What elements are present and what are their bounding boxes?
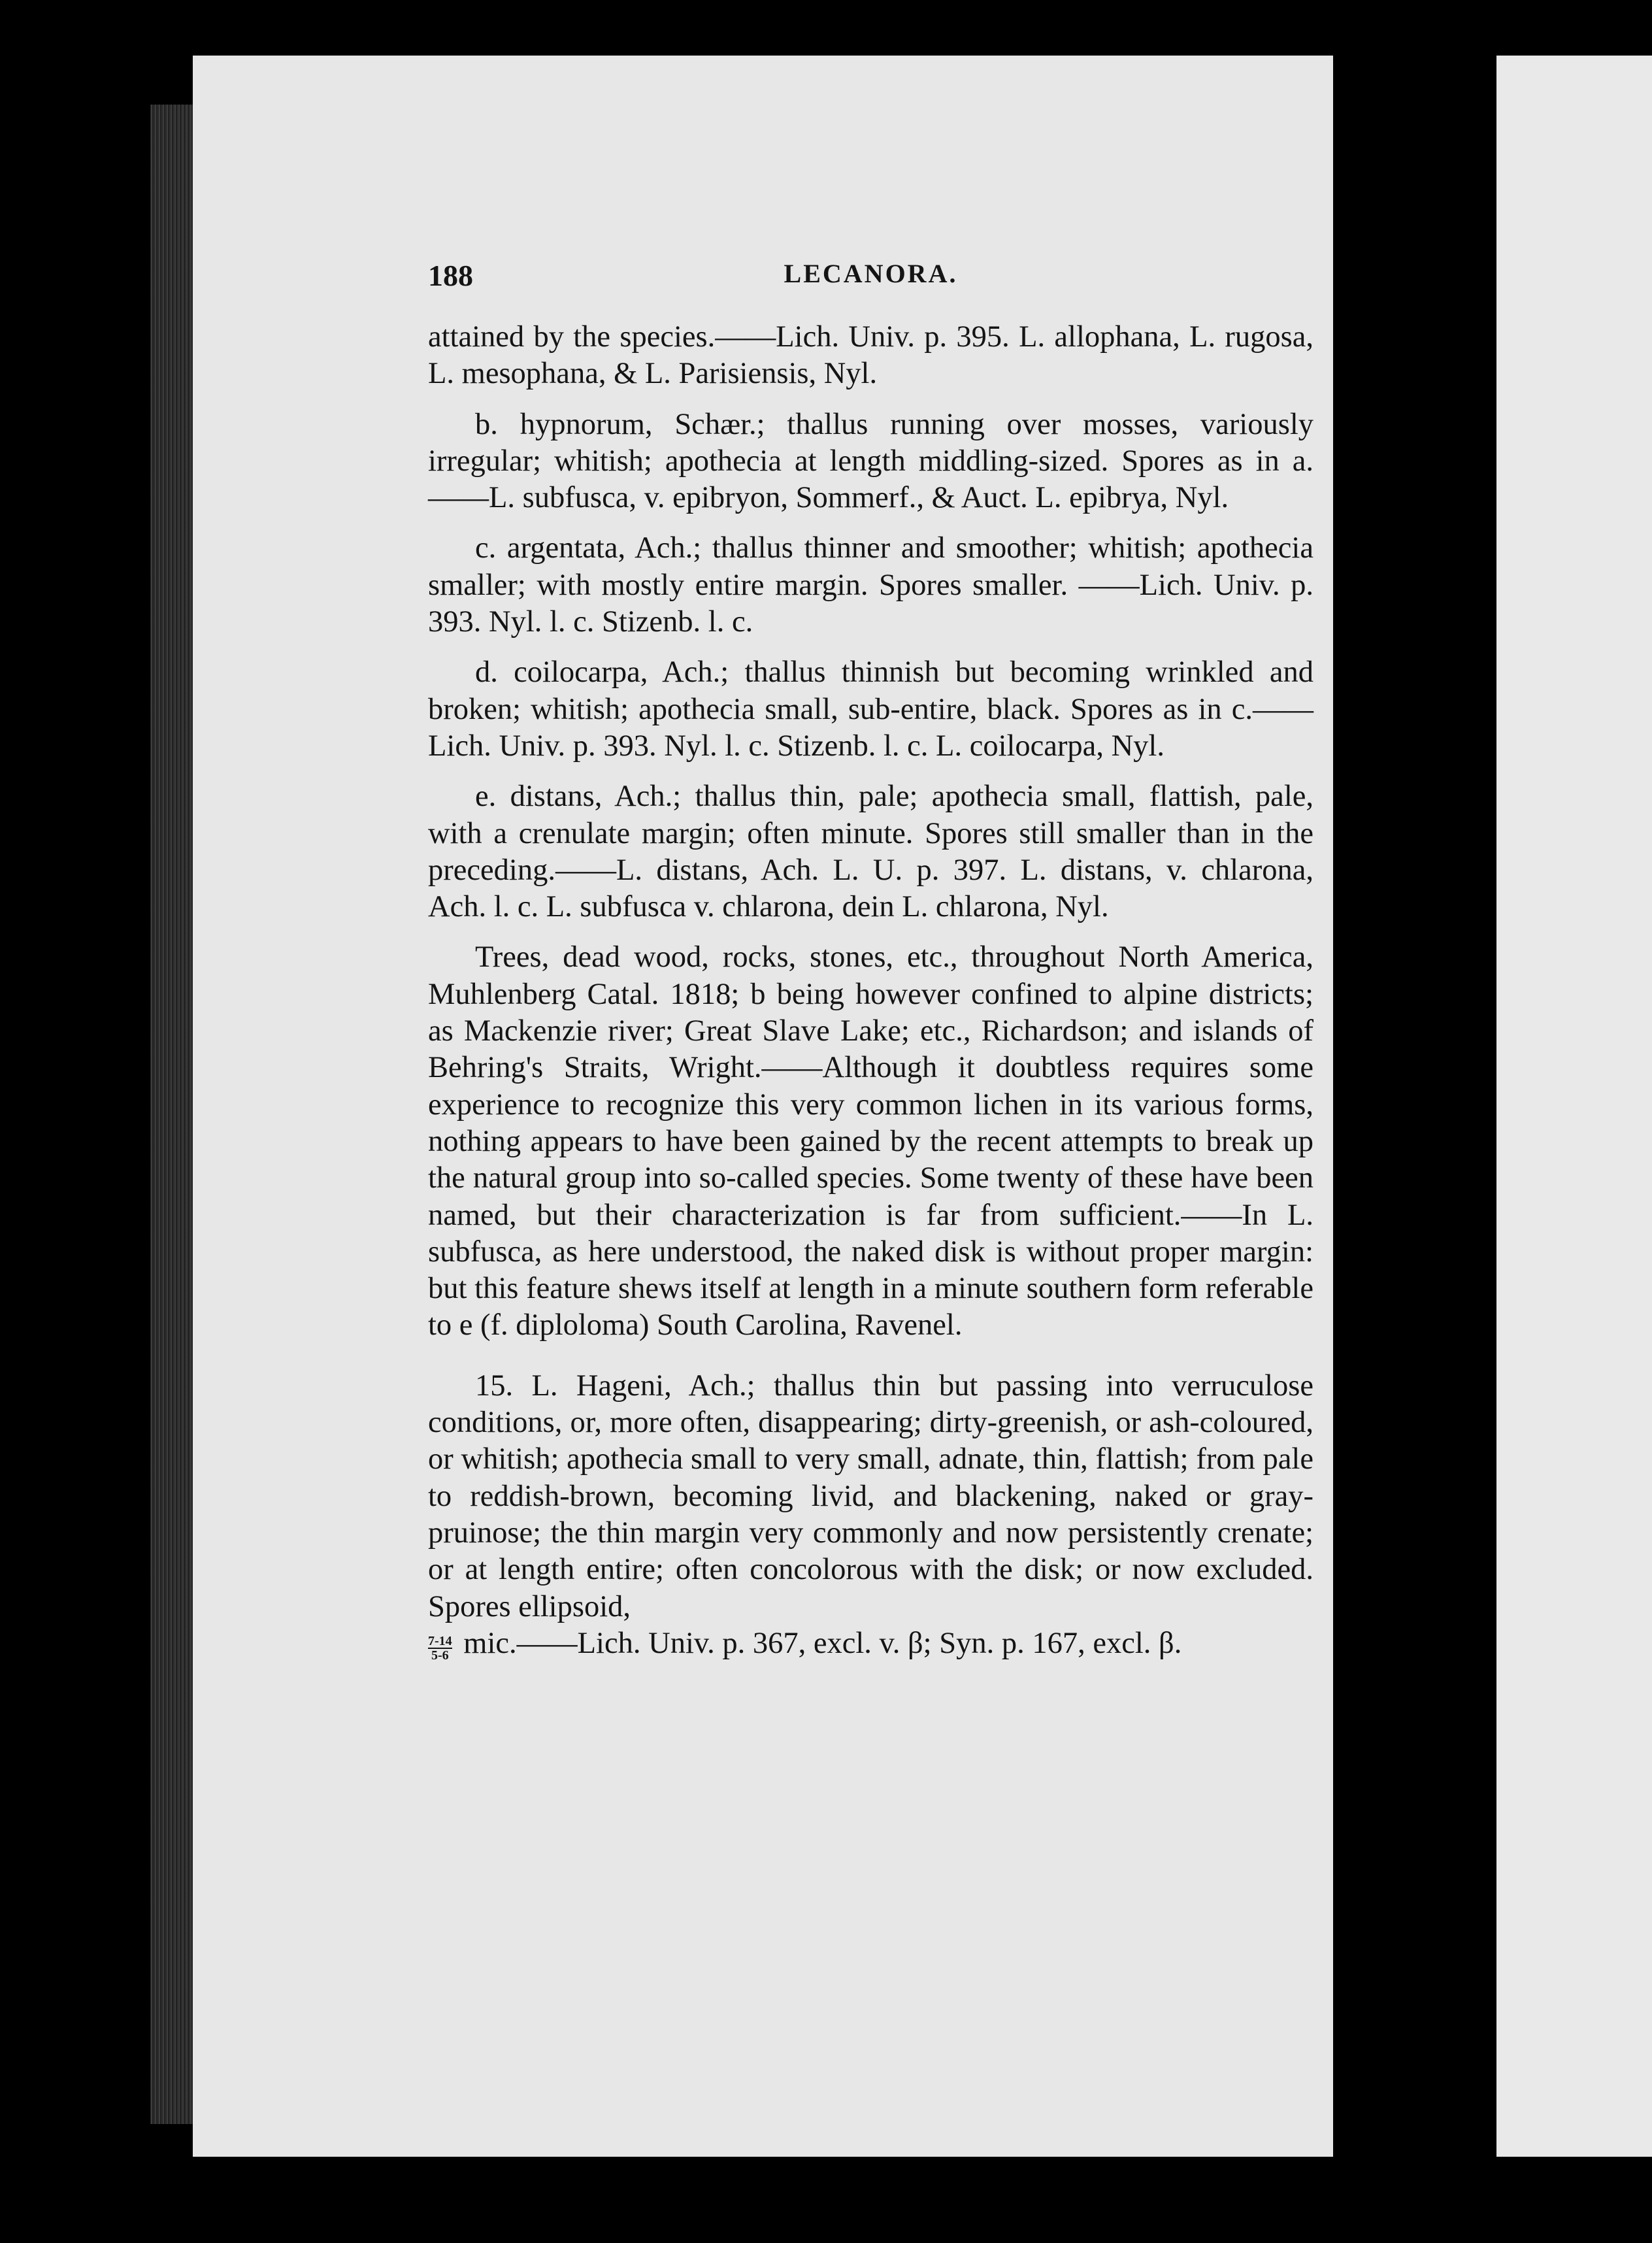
paragraph: attained by the species.——Lich. Univ. p. 395. L. allophana, L. rugosa, L. mesophana, & L. Parisiensis, Nyl. xyxy=(428,320,1313,391)
book-page-edges xyxy=(150,105,199,2124)
final-line-text: mic.——Lich. Univ. p. 367, excl. v. β; Syn. p. 167, excl. β. xyxy=(463,1626,1182,1660)
paragraph: e. distans, Ach.; thallus thin, pale; apothecia small, flattish, pale, with a crenulate margin; often minute. Spores still smaller than in the preceding.——L. distans, Ach. L. U. p. 397. L. distans, v. chlarona, Ach. l. c. L. subfusca v. chlarona, dein L. chlarona, Nyl. xyxy=(428,780,1313,924)
fraction-numerator: 7-14 xyxy=(428,1633,452,1648)
paragraph: c. argentata, Ach.; thallus thinner and smoother; whitish; apothecia smaller; with mostly entire margin. Spores smaller. ——Lich. Univ. p. 393. Nyl. l. c. Stizenb. l. c. xyxy=(428,531,1313,639)
final-line xyxy=(428,1625,1313,1662)
paragraph: d. coilocarpa, Ach.; thallus thinnish but becoming wrinkled and broken; whitish; apothecia small, sub-entire, black. Spores as in c.——Lich. Univ. p. 393. Nyl. l. c. Stizenb. l. c. L. coilocarpa, Nyl. xyxy=(428,656,1313,763)
page-header xyxy=(428,258,1313,297)
running-title: LECANORA. xyxy=(784,259,958,288)
page-number: 188 xyxy=(428,259,473,292)
fraction-denominator: 5-6 xyxy=(431,1648,449,1663)
body-text xyxy=(428,319,1313,1662)
adjacent-page xyxy=(1496,56,1652,2157)
paragraph: b. hypnorum, Schær.; thallus running over mosses, variously irregular; whitish; apothecia at length middling-sized. Spores as in a.——L. subfusca, v. epibryon, Sommerf., & Auct. L. epibrya, Nyl. xyxy=(428,407,1313,515)
paragraph: Trees, dead wood, rocks, stones, etc., throughout North America, Muhlenberg Catal. 1818; b being however confined to alpine districts; as Mackenzie river; Great Slave Lake; etc., Richardson; and islands of Behring's Straits, Wright.——Although it doubtless requires some experience to recognize this very common lichen in its various forms, nothing appears to have been gained by the recent attempts to break up the natural group into so-called species. Some twenty of these have been named, but their characterization is far from sufficient.——In L. subfusca, as here understood, the naked disk is without proper margin: but this feature shews itself at length in a minute southern form referable to e (f. diploloma) South Carolina, Ravenel. xyxy=(428,940,1313,1342)
spore-size-fraction xyxy=(428,1635,452,1662)
paragraph: 15. L. Hageni, Ach.; thallus thin but passing into verruculose conditions, or, more often, disappearing; dirty-greenish, or ash-coloured, or whitish; apothecia small to very small, adnate, thin, flattish; from pale to reddish-brown, becoming livid, and blackening, naked or gray-pruinose; the thin margin very commonly and now persistently crenate; or at length entire; often concolorous with the disk; or now excluded. Spores ellipsoid, xyxy=(428,1369,1313,1623)
